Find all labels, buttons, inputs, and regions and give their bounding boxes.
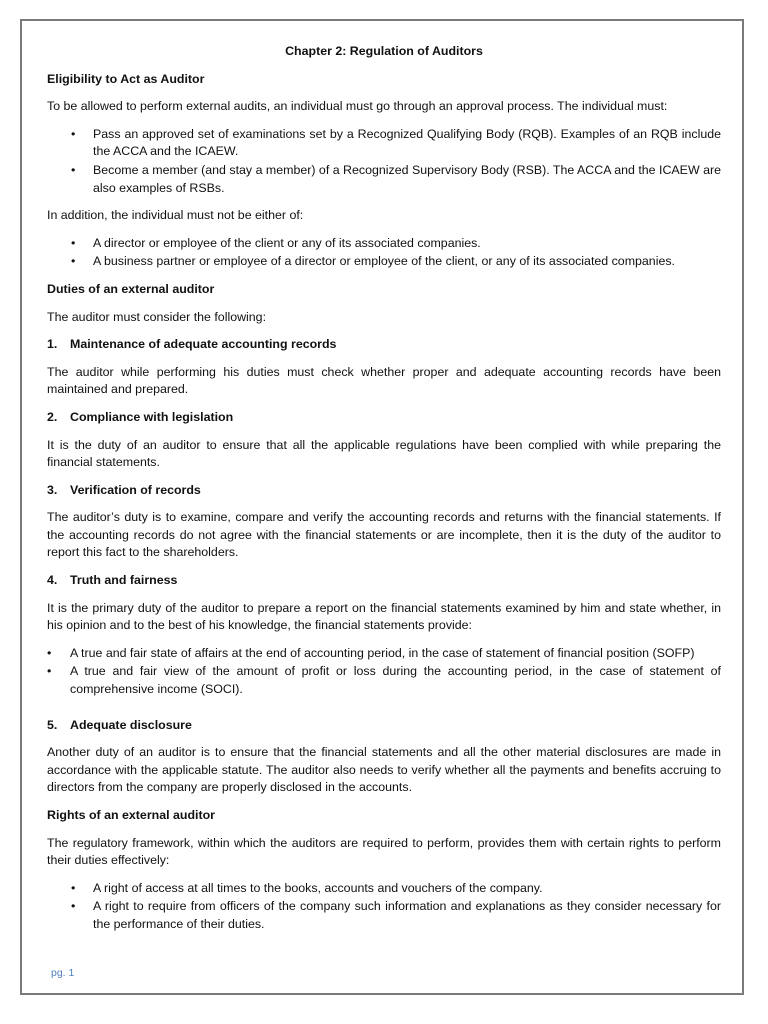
- duty-text: It is the primary duty of the auditor to prepare a report on the financial statements examined by him and state whether, in his opinion and to the best of his knowledge, the financial statements provide:: [47, 600, 721, 633]
- duty-heading: [47, 717, 721, 735]
- duty-number: 1.: [47, 337, 58, 352]
- duty-title: Adequate disclosure: [70, 717, 192, 732]
- chapter-title: Chapter 2: Regulation of Auditors: [285, 44, 483, 58]
- eligibility-addition: In addition, the individual must not be either of:: [47, 208, 304, 223]
- page-content: [47, 43, 721, 944]
- list-item: • A true and fair view of the amount of profit or loss during the accounting period, in the case of statement of comprehensive income (SOCI).: [47, 663, 721, 698]
- duty-title: Truth and fairness: [70, 573, 178, 588]
- rights-intro: The regulatory framework, within which the auditors are required to perform, provides them with certain rights to perform their duties effectively:: [47, 835, 721, 868]
- duty-heading: [47, 409, 721, 427]
- duty-title: Verification of records: [70, 482, 201, 497]
- duty-heading: [47, 482, 721, 500]
- duties-heading: Duties of an external auditor: [47, 281, 215, 296]
- document-page: [20, 19, 744, 995]
- list-item: • A right to require from officers of the company such information and explanations as they consider necessary for the performance of their duties.: [47, 898, 721, 933]
- list-item: • A right of access at all times to the books, accounts and vouchers of the company.: [47, 880, 721, 898]
- duty-number: 2.: [47, 409, 58, 424]
- duty-text: The auditor while performing his duties must check whether proper and adequate accounting records have been maintained and prepared.: [47, 364, 721, 397]
- duty-title: Compliance with legislation: [70, 409, 234, 424]
- eligibility-intro: To be allowed to perform external audits, an individual must go through an approval process. The individual must:: [47, 99, 668, 114]
- list-item: • Become a member (and stay a member) of a Recognized Supervisory Body (RSB). The ACCA and the ICAEW are also examples of RSBs.: [47, 162, 721, 197]
- list-item: • A director or employee of the client or any of its associated companies.: [47, 235, 721, 253]
- duty-text: Another duty of an auditor is to ensure that the financial statements and all the other material disclosures are made in accordance with the applicable statute. The auditor also needs to verify whether all the payments and benefits accruing to directors from the company are properly disclosed in the accounts.: [47, 745, 721, 795]
- duty-number: 3.: [47, 482, 58, 497]
- rights-heading: Rights of an external auditor: [47, 808, 215, 822]
- duty-text: It is the duty of an auditor to ensure that all the applicable regulations have been complied with while preparing the financial statements.: [47, 437, 721, 470]
- page-number: pg. 1: [51, 967, 75, 979]
- duty-number: 4.: [47, 573, 58, 588]
- list-item: • Pass an approved set of examinations set by a Recognized Qualifying Body (RQB). Examples of an RQB include the ACCA and the ICAEW.: [47, 126, 721, 161]
- list-item: • A business partner or employee of a director or employee of the client, or any of its associated companies.: [47, 253, 721, 271]
- duty-heading: [47, 336, 721, 354]
- rights-list: [47, 880, 721, 934]
- duty-title: Maintenance of adequate accounting records: [70, 337, 337, 352]
- eligibility-heading: Eligibility to Act as Auditor: [47, 71, 205, 86]
- duty-text: The auditor’s duty is to examine, compare and verify the accounting records and returns with the financial statements. If the accounting records do not agree with the financial statements or are incomplete, then it is the duty of the auditor to report this fact to the shareholders.: [47, 510, 721, 560]
- duties-intro: The auditor must consider the following:: [47, 309, 267, 324]
- list-item: • A true and fair state of affairs at the end of accounting period, in the case of statement of financial position (SOFP): [47, 645, 721, 663]
- spacer: [47, 709, 721, 717]
- duty-heading: [47, 572, 721, 590]
- duty-number: 5.: [47, 717, 58, 732]
- truth-fairness-list: [47, 645, 721, 699]
- eligibility-must-list: [47, 126, 721, 197]
- eligibility-must-not-list: [47, 235, 721, 271]
